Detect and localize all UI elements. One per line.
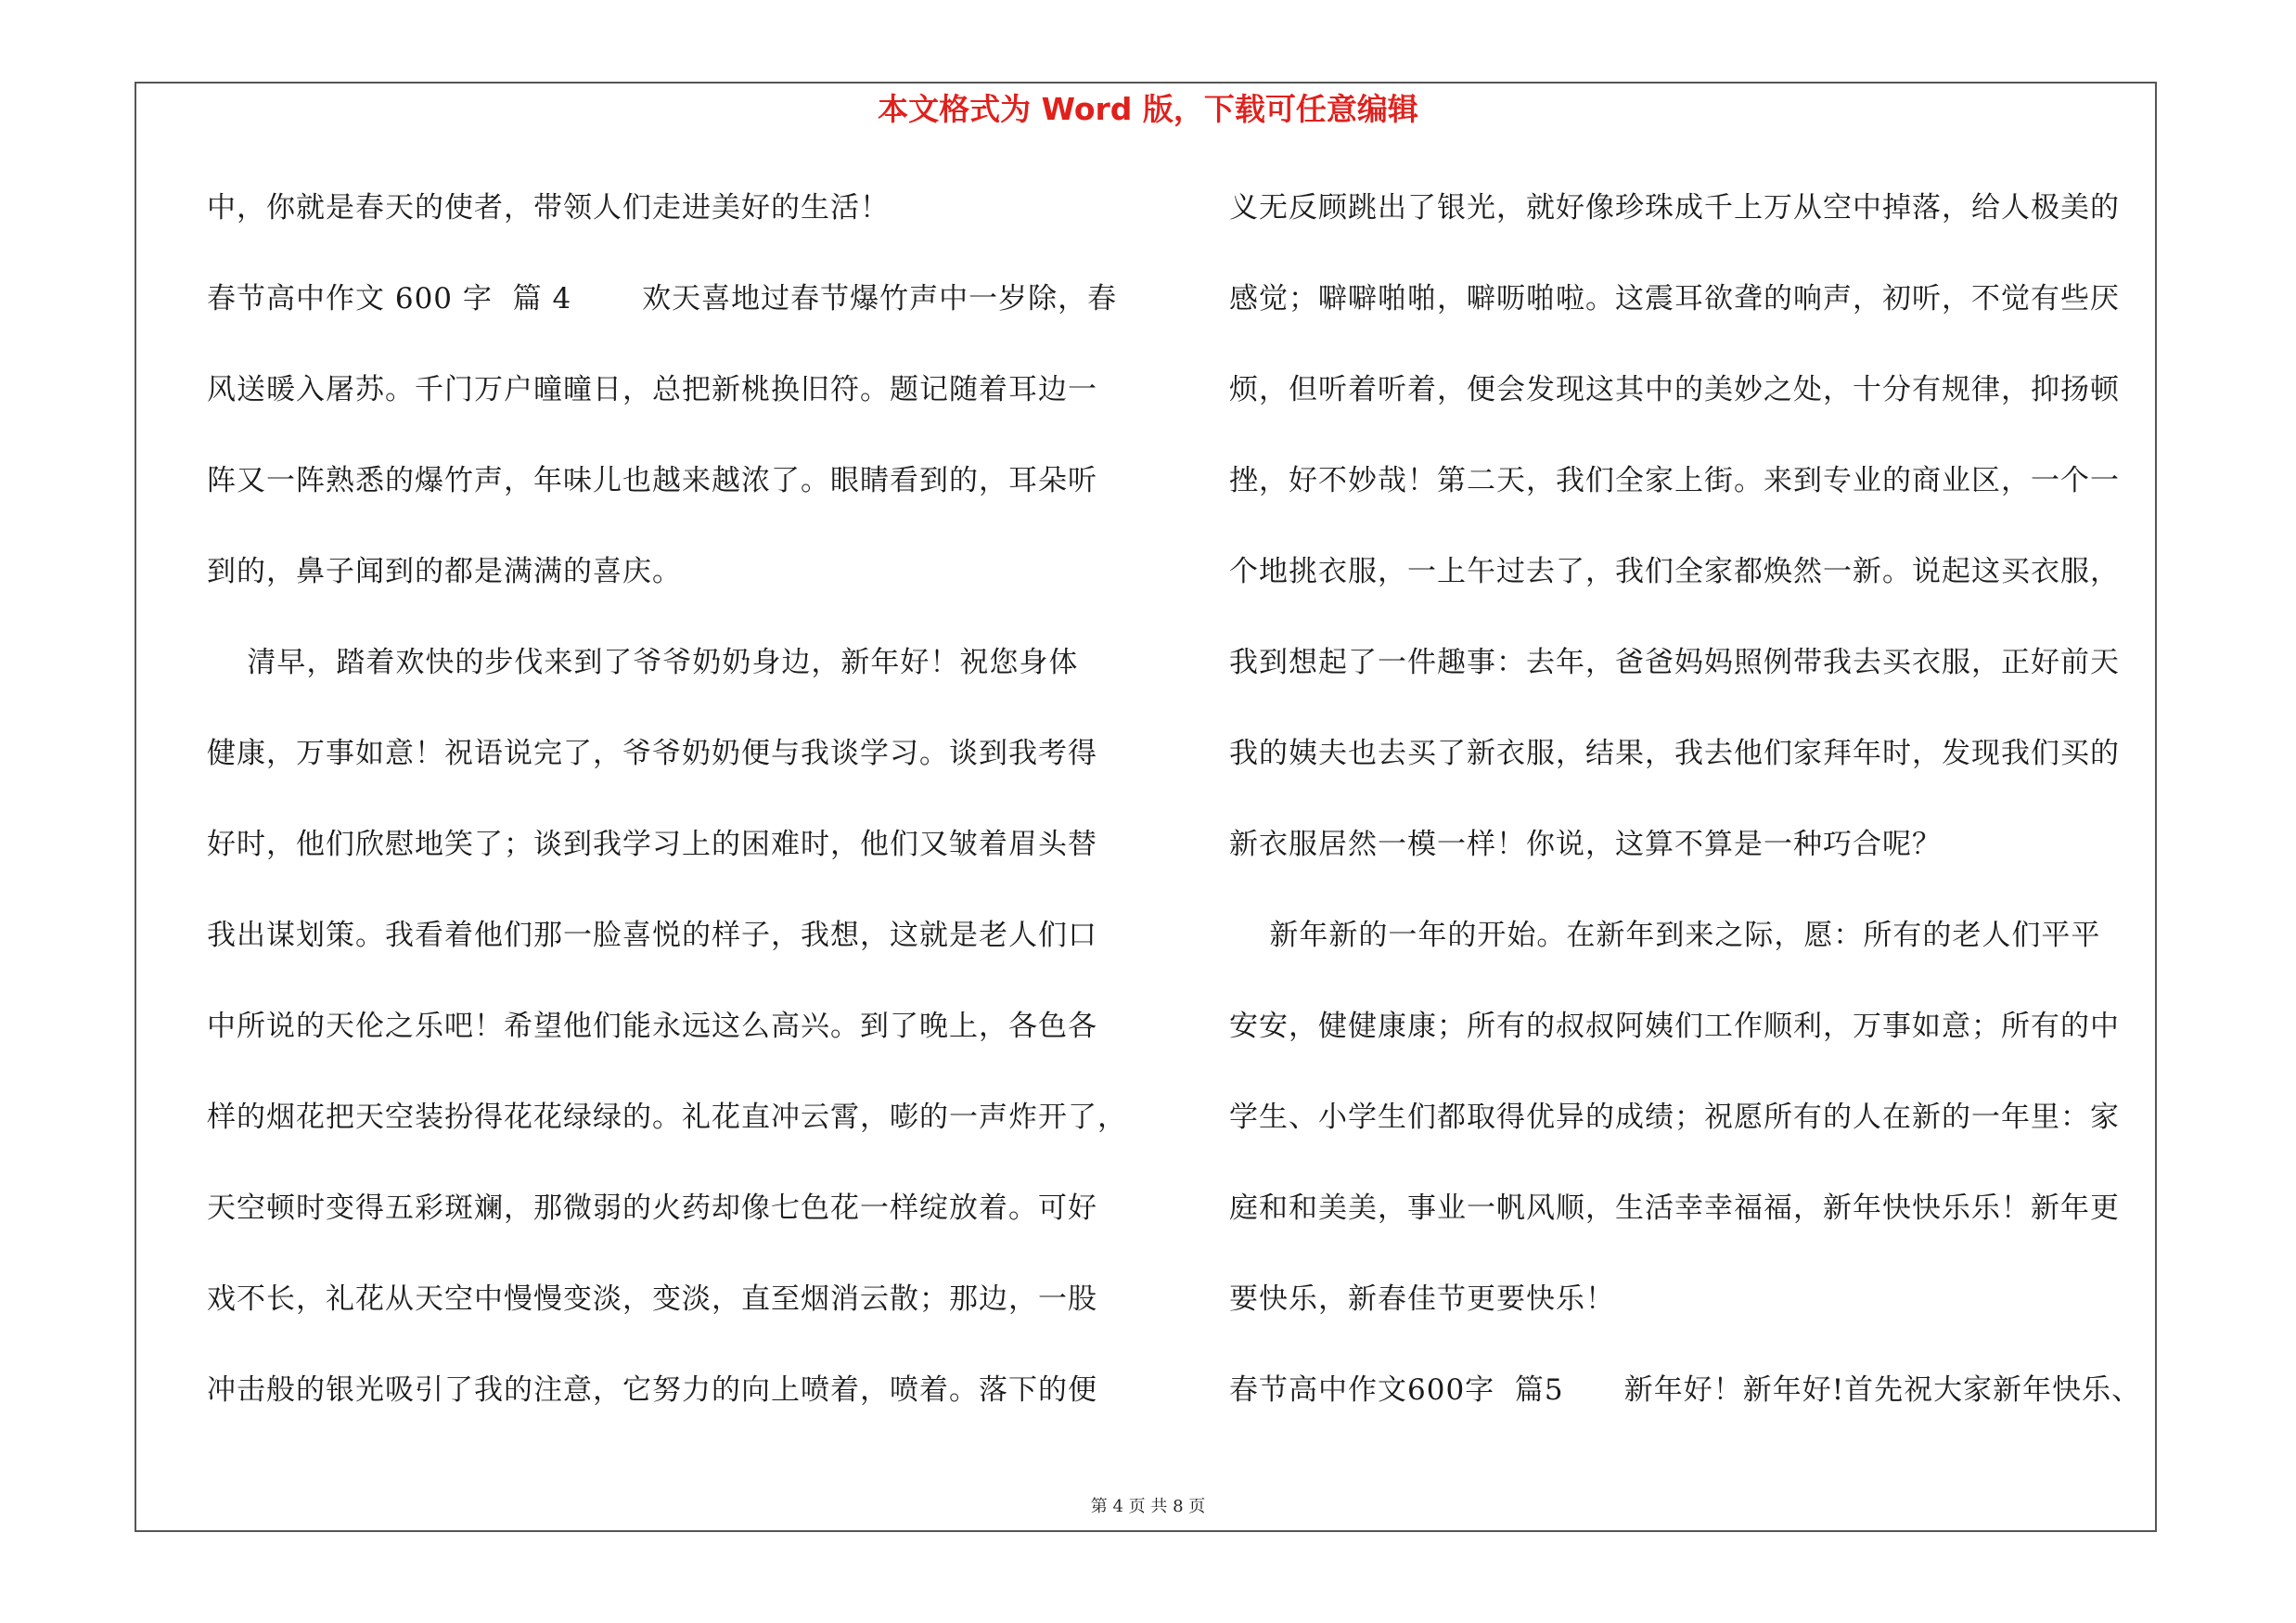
text-line: 中所说的天伦之乐吧！希望他们能永远这么高兴。到了晚上，各色各 [207,1010,1097,1043]
text-line: 春节高中作文600字 篇5 新年好！新年好!首先祝大家新年快乐、 [1229,1373,2142,1407]
text-line: 春节高中作文 600 字 篇 4 欢天喜地过春节爆竹声中一岁除，春 [207,282,1118,316]
text-line: 庭和和美美，事业一帆风顺，生活幸幸福福，新年快快乐乐！新年更 [1229,1191,2120,1225]
text-line: 天空顿时变得五彩斑斓，那微弱的火药却像七色花一样绽放着。可好 [207,1191,1097,1225]
text-line: 感觉；噼噼啪啪，噼呖啪啦。这震耳欲聋的响声，初听，不觉有些厌 [1229,282,2120,316]
text-line: 要快乐，新春佳节更要快乐！ [1229,1282,1615,1316]
right-text-column [1229,186,2148,1459]
text-line: 中，你就是春天的使者，带领人们走进美好的生活！ [207,191,890,225]
text-line: 我到想起了一件趣事：去年，爸爸妈妈照例带我去买衣服，正好前天 [1229,646,2120,679]
text-line: 戏不长，礼花从天空中慢慢变淡，变淡，直至烟消云散；那边，一股 [207,1282,1097,1316]
text-line: 义无反顾跳出了银光，就好像珍珠成千上万从空中掉落，给人极美的 [1229,191,2120,225]
text-line: 安安，健健康康；所有的叔叔阿姨们工作顺利，万事如意；所有的中 [1229,1010,2120,1043]
text-line: 健康，万事如意！祝语说完了，爷爷奶奶便与我谈学习。谈到我考得 [207,737,1097,770]
text-line: 我出谋划策。我看着他们那一脸喜悦的样子，我想，这就是老人们口 [207,919,1097,952]
text-line: 学生、小学生们都取得优异的成绩；祝愿所有的人在新的一年里：家 [1229,1101,2120,1134]
text-line: 我的姨夫也去买了新衣服，结果，我去他们家拜年时，发现我们买的 [1229,737,2120,770]
text-line: 新衣服居然一模一样！你说，这算不算是一种巧合呢？ [1229,828,1942,861]
text-line: 新年新的一年的开始。在新年到来之际，愿：所有的老人们平平 [1229,919,2101,952]
text-line: 样的烟花把天空装扮得花花绿绿的。礼花直冲云霄，嘭的一声炸开了， [207,1101,1127,1134]
header-banner: 本文格式为 Word 版，下载可任意编辑 [878,91,1418,127]
text-line: 挫，好不妙哉！第二天，我们全家上街。来到专业的商业区，一个一 [1229,464,2120,497]
text-line: 到的，鼻子闻到的都是满满的喜庆。 [207,555,682,588]
text-line: 好时，他们欣慰地笑了；谈到我学习上的困难时，他们又皱着眉头替 [207,828,1097,861]
left-text-column [207,186,1125,1459]
text-line: 风送暖入屠苏。千门万户曈曈日，总把新桃换旧符。题记随着耳边一 [207,373,1097,406]
page-number: 第 4 页 共 8 页 [1090,1497,1206,1516]
text-line: 烦，但听着听着，便会发现这其中的美妙之处，十分有规律，抑扬顿 [1229,373,2120,406]
text-line: 冲击般的银光吸引了我的注意，它努力的向上喷着，喷着。落下的便 [207,1373,1097,1407]
text-line: 阵又一阵熟悉的爆竹声，年味儿也越来越浓了。眼睛看到的，耳朵听 [207,464,1097,497]
text-line: 清早，踏着欢快的步伐来到了爷爷奶奶身边，新年好！祝您身体 [207,646,1079,679]
text-line: 个地挑衣服，一上午过去了，我们全家都焕然一新。说起这买衣服， [1229,555,2120,588]
